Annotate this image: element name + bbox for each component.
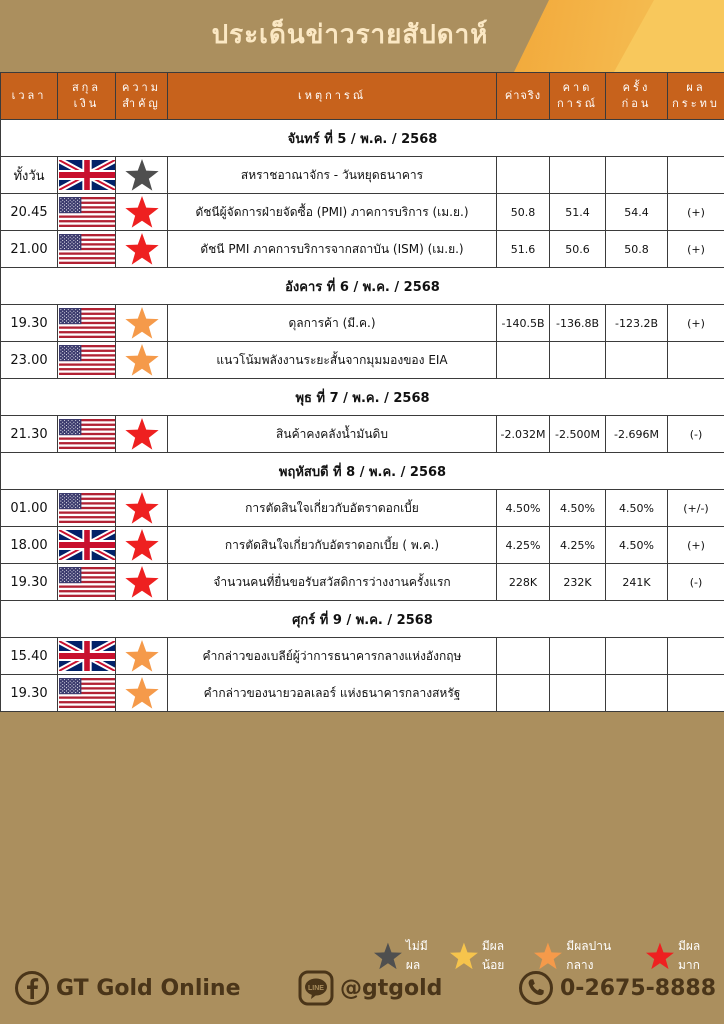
day-header-row	[1, 379, 724, 416]
event-name: ดัชนี PMI ภาคการบริการจากสถาบัน (ISM) (เม.ย.)	[168, 231, 497, 268]
facebook-icon	[14, 970, 50, 1006]
impact-value: (+)	[668, 194, 724, 231]
forecast-value	[550, 342, 606, 379]
actual-value: -2.032M	[497, 416, 550, 453]
event-row	[1, 231, 724, 268]
event-name: จำนวนคนที่ยื่นขอรับสวัสดิการว่างงานครั้งแรก	[168, 564, 497, 601]
event-time: 19.30	[1, 564, 58, 601]
day-header-row	[1, 268, 724, 305]
event-name: ดัชนีผู้จัดการฝ่ายจัดซื้อ (PMI) ภาคการบริการ (เม.ย.)	[168, 194, 497, 231]
legend-label: มีผลปานกลาง	[566, 939, 612, 972]
legend-item	[448, 937, 526, 975]
forecast-value	[550, 675, 606, 712]
event-name: การตัดสินใจเกี่ยวกับอัตราดอกเบี้ย	[168, 490, 497, 527]
importance-cell	[116, 638, 168, 675]
previous-value: -123.2B	[606, 305, 668, 342]
forecast-value	[550, 157, 606, 194]
event-time: 19.30	[1, 305, 58, 342]
event-row	[1, 416, 724, 453]
previous-value: 4.50%	[606, 490, 668, 527]
currency-flag-cell	[58, 564, 116, 601]
day-label: พฤหัสบดี ที่ 8 / พ.ค. / 2568	[1, 453, 724, 490]
actual-value	[497, 675, 550, 712]
impact-value: (-)	[668, 564, 724, 601]
currency-flag-cell	[58, 305, 116, 342]
previous-value	[606, 638, 668, 675]
legend-label: มีผลน้อย	[481, 939, 505, 972]
star-high-icon	[123, 416, 161, 452]
actual-value	[497, 342, 550, 379]
day-header-row	[1, 453, 724, 490]
actual-value	[497, 638, 550, 675]
event-time: 21.00	[1, 231, 58, 268]
forecast-value: -2.500M	[550, 416, 606, 453]
previous-value	[606, 342, 668, 379]
us-flag-icon	[59, 197, 115, 227]
star-low-icon	[448, 940, 480, 972]
us-flag-icon	[59, 345, 115, 375]
event-name: สหราชอาณาจักร - วันหยุดธนาคาร	[168, 157, 497, 194]
event-name: คำกล่าวของเบลีย์ผู้ว่าการธนาคารกลางแห่งอังกฤษ	[168, 638, 497, 675]
event-row	[1, 194, 724, 231]
col-header-time: เวลา	[1, 73, 58, 120]
currency-flag-cell	[58, 157, 116, 194]
impact-value	[668, 638, 724, 675]
event-name: คำกล่าวของนายวอลเลอร์ แห่งธนาคารกลางสหรัฐ	[168, 675, 497, 712]
line-icon-text: LINE	[308, 985, 324, 992]
star-medium-icon	[123, 638, 161, 674]
forecast-value	[550, 638, 606, 675]
previous-value: 4.50%	[606, 527, 668, 564]
impact-value	[668, 675, 724, 712]
line-handle: @gtgold	[340, 975, 443, 1001]
star-none-icon	[123, 157, 161, 193]
importance-cell	[116, 490, 168, 527]
event-time: 21.30	[1, 416, 58, 453]
legend-label: มีผลมาก	[677, 939, 701, 972]
star-high-icon	[123, 564, 161, 600]
star-high-icon	[123, 490, 161, 526]
previous-value	[606, 675, 668, 712]
col-header-actual: ค่าจริง	[497, 73, 550, 120]
importance-cell	[116, 231, 168, 268]
col-header-previous: ครั้ง ก่อน	[606, 73, 668, 120]
impact-value: (-)	[668, 416, 724, 453]
forecast-value: -136.8B	[550, 305, 606, 342]
forecast-value: 51.4	[550, 194, 606, 231]
previous-value	[606, 157, 668, 194]
actual-value: 50.8	[497, 194, 550, 231]
table-header-row	[1, 73, 724, 120]
legend-label: ไม่มีผล	[405, 939, 428, 972]
us-flag-icon	[59, 308, 115, 338]
day-label: ศุกร์ ที่ 9 / พ.ค. / 2568	[1, 601, 724, 638]
event-time: ทั้งวัน	[1, 157, 58, 194]
importance-cell	[116, 564, 168, 601]
currency-flag-cell	[58, 416, 116, 453]
previous-value: 50.8	[606, 231, 668, 268]
forecast-value: 232K	[550, 564, 606, 601]
event-row	[1, 675, 724, 712]
schedule-table	[0, 72, 724, 712]
importance-cell	[116, 675, 168, 712]
event-row	[1, 157, 724, 194]
actual-value: -140.5B	[497, 305, 550, 342]
star-medium-icon	[123, 675, 161, 711]
importance-cell	[116, 157, 168, 194]
importance-cell	[116, 416, 168, 453]
event-row	[1, 564, 724, 601]
event-time: 19.30	[1, 675, 58, 712]
impact-value: (+)	[668, 527, 724, 564]
event-time: 01.00	[1, 490, 58, 527]
impact-value: (+)	[668, 231, 724, 268]
phone-contact[interactable]	[518, 968, 716, 1008]
uk-flag-icon	[59, 160, 115, 190]
uk-flag-icon	[59, 530, 115, 560]
col-header-event: เหตุการณ์	[168, 73, 497, 120]
event-row	[1, 527, 724, 564]
currency-flag-cell	[58, 342, 116, 379]
us-flag-icon	[59, 493, 115, 523]
event-time: 15.40	[1, 638, 58, 675]
event-name: สินค้าคงคลังน้ำมันดิบ	[168, 416, 497, 453]
uk-flag-icon	[59, 641, 115, 671]
currency-flag-cell	[58, 231, 116, 268]
previous-value: 241K	[606, 564, 668, 601]
previous-value: -2.696M	[606, 416, 668, 453]
day-label: พุธ ที่ 7 / พ.ค. / 2568	[1, 379, 724, 416]
actual-value	[497, 157, 550, 194]
col-header-currency: สกุล เงิน	[58, 73, 116, 120]
star-medium-icon	[123, 305, 161, 341]
actual-value: 4.25%	[497, 527, 550, 564]
col-header-importance: ความ สำคัญ	[116, 73, 168, 120]
forecast-value: 50.6	[550, 231, 606, 268]
star-high-icon	[123, 231, 161, 267]
actual-value: 51.6	[497, 231, 550, 268]
day-header-row	[1, 601, 724, 638]
day-header-row	[1, 120, 724, 157]
title-banner	[0, 0, 724, 72]
star-medium-icon	[123, 342, 161, 378]
facebook-name: GT Gold Online	[56, 975, 241, 1001]
actual-value: 4.50%	[497, 490, 550, 527]
event-time: 23.00	[1, 342, 58, 379]
currency-flag-cell	[58, 638, 116, 675]
actual-value: 228K	[497, 564, 550, 601]
phone-number: 0-2675-8888	[560, 975, 717, 1001]
star-high-icon	[123, 194, 161, 230]
impact-value: (+/-)	[668, 490, 724, 527]
col-header-forecast: คาด การณ์	[550, 73, 606, 120]
event-time: 20.45	[1, 194, 58, 231]
page-title: ประเด็นข่าวรายสัปดาห์	[211, 20, 489, 50]
day-label: จันทร์ ที่ 5 / พ.ค. / 2568	[1, 120, 724, 157]
schedule-body	[1, 120, 724, 712]
phone-icon	[518, 970, 554, 1006]
line-icon	[298, 970, 334, 1006]
currency-flag-cell	[58, 490, 116, 527]
event-row	[1, 305, 724, 342]
line-contact[interactable]	[298, 968, 442, 1008]
currency-flag-cell	[58, 527, 116, 564]
event-name: การตัดสินใจเกี่ยวกับอัตราดอกเบี้ย ( พ.ค.)	[168, 527, 497, 564]
importance-cell	[116, 305, 168, 342]
event-name: ดุลการค้า (มี.ค.)	[168, 305, 497, 342]
event-row	[1, 638, 724, 675]
us-flag-icon	[59, 234, 115, 264]
previous-value: 54.4	[606, 194, 668, 231]
currency-flag-cell	[58, 194, 116, 231]
event-row	[1, 490, 724, 527]
importance-cell	[116, 342, 168, 379]
forecast-value: 4.50%	[550, 490, 606, 527]
impact-value: (+)	[668, 305, 724, 342]
us-flag-icon	[59, 419, 115, 449]
facebook-contact[interactable]	[14, 968, 241, 1008]
importance-cell	[116, 194, 168, 231]
currency-flag-cell	[58, 675, 116, 712]
us-flag-icon	[59, 678, 115, 708]
star-high-icon	[123, 527, 161, 563]
impact-value	[668, 342, 724, 379]
event-row	[1, 342, 724, 379]
day-label: อังคาร ที่ 6 / พ.ค. / 2568	[1, 268, 724, 305]
col-header-impact: ผล กระทบ	[668, 73, 724, 120]
impact-value	[668, 157, 724, 194]
event-name: แนวโน้มพลังงานระยะสั้นจากมุมมองของ EIA	[168, 342, 497, 379]
us-flag-icon	[59, 567, 115, 597]
importance-cell	[116, 527, 168, 564]
event-time: 18.00	[1, 527, 58, 564]
forecast-value: 4.25%	[550, 527, 606, 564]
